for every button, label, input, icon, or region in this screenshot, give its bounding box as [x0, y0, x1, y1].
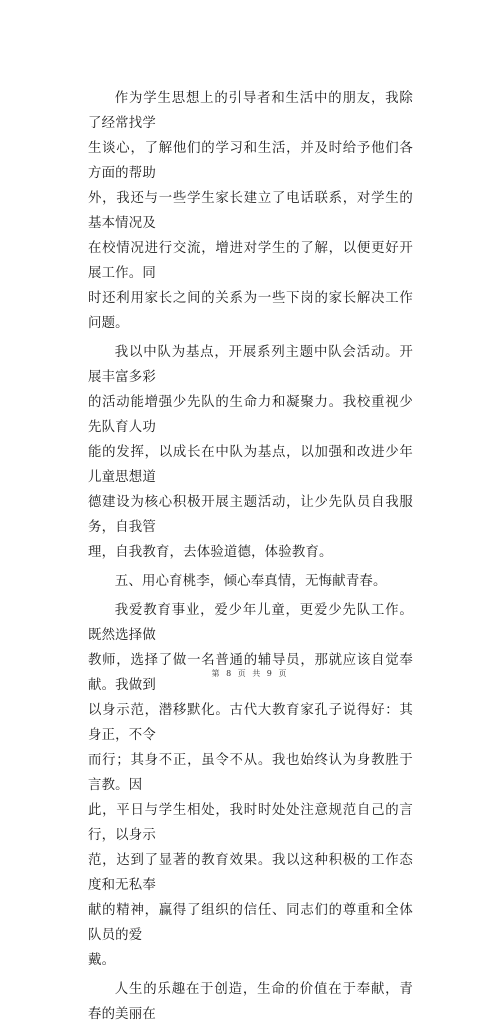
text-line: 德建设为核心积极开展主题活动，让少先队员自我服务，自我管 [88, 495, 413, 535]
text-line: 外，我还与一些学生家长建立了电话联系，对学生的基本情况及 [88, 191, 413, 231]
text-line: 理，自我教育，去体验道德，体验教育。 [88, 545, 333, 560]
page-footer: 第 8 页 共 9 页 [211, 669, 289, 678]
text-line: 的活动能增强少先队的生命力和凝聚力。我校重视少先队育人功 [88, 395, 413, 435]
text-line: 献的精神，赢得了组织的信任、同志们的尊重和全体队员的爱 [88, 903, 413, 943]
text-line: 此，平日与学生相处，我时时处处注意规范自己的言行，以身示 [88, 803, 413, 843]
paragraph-2 [88, 340, 413, 565]
text-line: 我爱教育事业，爱少年儿童，更爱少先队工作。既然选择做 [88, 603, 413, 643]
text-line: 教师，选择了做一名普通的辅导员，那就应该自觉奉献。我做到 [88, 653, 413, 693]
document-body [88, 86, 413, 1031]
text-line: 以身示范，潜移默化。古代大教育家孔子说得好：其身正，不令 [88, 703, 413, 743]
text-line: 作为学生思想上的引导者和生活中的朋友，我除了经常找学 [88, 91, 413, 131]
text-line: 能的发挥，以成长在中队为基点，以加强和改进少年儿童思想道 [88, 445, 413, 485]
text-line: 而行；其身不正，虽令不从。我也始终认为身教胜于言教。因 [88, 753, 413, 793]
text-line: 我以中队为基点，开展系列主题中队会活动。开展丰富多彩 [88, 345, 413, 385]
section-heading [88, 569, 413, 594]
text-line: 时还利用家长之间的关系为一些下岗的家长解决工作问题。 [88, 291, 413, 331]
paragraph-3 [88, 598, 413, 973]
text-line: 人生的乐趣在于创造，生命的价值在于奉献，青春的美丽在 [88, 982, 413, 1022]
paragraph-1 [88, 86, 413, 336]
paragraph-4 [88, 977, 413, 1027]
text-line: 戴。 [88, 953, 116, 968]
text-line: 五、用心育桃李，倾心奉真情，无悔献青春。 [114, 574, 387, 589]
text-line: 在校情况进行交流，增进对学生的了解，以便更好开展工作。同 [88, 241, 413, 281]
text-line: 范，达到了显著的教育效果。我以这种积极的工作态度和无私奉 [88, 853, 413, 893]
text-line: 生谈心，了解他们的学习和生活，并及时给予他们各方面的帮助 [88, 141, 413, 181]
